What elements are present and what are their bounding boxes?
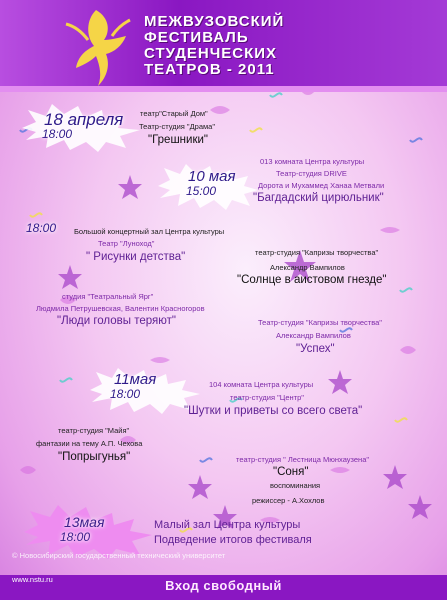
event-18-theatre: театр"Старый Дом" xyxy=(140,109,208,118)
event-10-play: "Багдадский цирюльник" xyxy=(253,192,384,204)
time-18-april: 18:00 xyxy=(42,127,73,141)
event-11b-play: "Попрыгунья" xyxy=(58,451,131,463)
event-11b-studio: театр-студия "Майя" xyxy=(58,426,130,435)
date-11-may: 11мая xyxy=(114,371,157,388)
time-11-may: 18:00 xyxy=(110,387,141,401)
event-10-authors: Дорота и Мухаммед Ханаа Метвали xyxy=(258,181,385,190)
time-10-may-1800: 18:00 xyxy=(26,221,57,235)
event-10-studio: Театр-студия DRIVE xyxy=(276,169,347,178)
event-10e-play: "Успех" xyxy=(296,343,335,355)
event-10c-play: "Солнце в аистовом гнезде" xyxy=(237,274,387,286)
copyright-notice: © Новосибирский государственный технический университет xyxy=(12,551,226,560)
event-10c-studio: театр-студия "Капризы творчества" xyxy=(255,248,379,257)
date-18-april: 18 апреля xyxy=(44,110,124,129)
event-11c-director: режиссер - А.Хохлов xyxy=(252,496,325,505)
event-10-venue: 013 комната Центра культуры xyxy=(260,157,365,166)
event-10b-play: " Рисунки детства" xyxy=(86,251,186,263)
time-10-may-1500: 15:00 xyxy=(186,184,217,198)
event-11-studio: театр-студия "Центр" xyxy=(230,393,304,402)
event-13-summary: Подведение итогов фестиваля xyxy=(154,534,312,546)
event-10d-authors: Людмила Петрушевская, Валентин Красногоров xyxy=(36,304,205,313)
event-10e-author: Александр Вампилов xyxy=(276,331,351,340)
event-11c-studio: театр-студия " Лестница Мюнхаузена" xyxy=(236,455,370,464)
title-line-1: МЕЖВУЗОВСКИЙ xyxy=(144,13,285,30)
event-10c-author: Александр Вампилов xyxy=(270,263,345,272)
event-11-play: "Шутки и приветы со всего света" xyxy=(184,405,363,417)
event-10d-studio: студия "Театральный Ярг" xyxy=(62,292,154,301)
date-13-may: 13мая xyxy=(64,514,105,530)
event-13-venue: Малый зал Центра культуры xyxy=(154,519,301,531)
time-13-may: 18:00 xyxy=(60,530,91,544)
website-link[interactable]: www.nstu.ru xyxy=(12,575,53,584)
event-10b-theatre: Театр "Луноход" xyxy=(98,239,155,248)
title-line-3: СТУДЕНЧЕСКИХ xyxy=(144,45,278,62)
date-10-may: 10 мая xyxy=(188,168,236,185)
event-11-venue: 104 комната Центра культуры xyxy=(209,380,314,389)
event-11b-theme: фантазии на тему А.П. Чехова xyxy=(36,439,143,448)
event-18-play: "Грешники" xyxy=(148,134,208,146)
event-11c-play: "Соня" xyxy=(273,466,309,478)
event-10d-play: "Люди головы теряют" xyxy=(57,315,176,327)
free-entry-label: Вход свободный xyxy=(165,578,282,593)
golden-mask-figure-icon xyxy=(56,6,140,88)
event-10b-venue: Большой концертный зал Центра культуры xyxy=(74,227,225,236)
event-10e-studio: Театр-студия "Капризы творчества" xyxy=(258,318,382,327)
event-18-studio: Театр-студия "Драма" xyxy=(139,122,215,131)
title-line-4: ТЕАТРОВ - 2011 xyxy=(144,61,275,78)
event-11c-genre: воспоминания xyxy=(270,481,321,490)
festival-title xyxy=(144,14,424,78)
title-line-2: ФЕСТИВАЛЬ xyxy=(144,29,249,46)
